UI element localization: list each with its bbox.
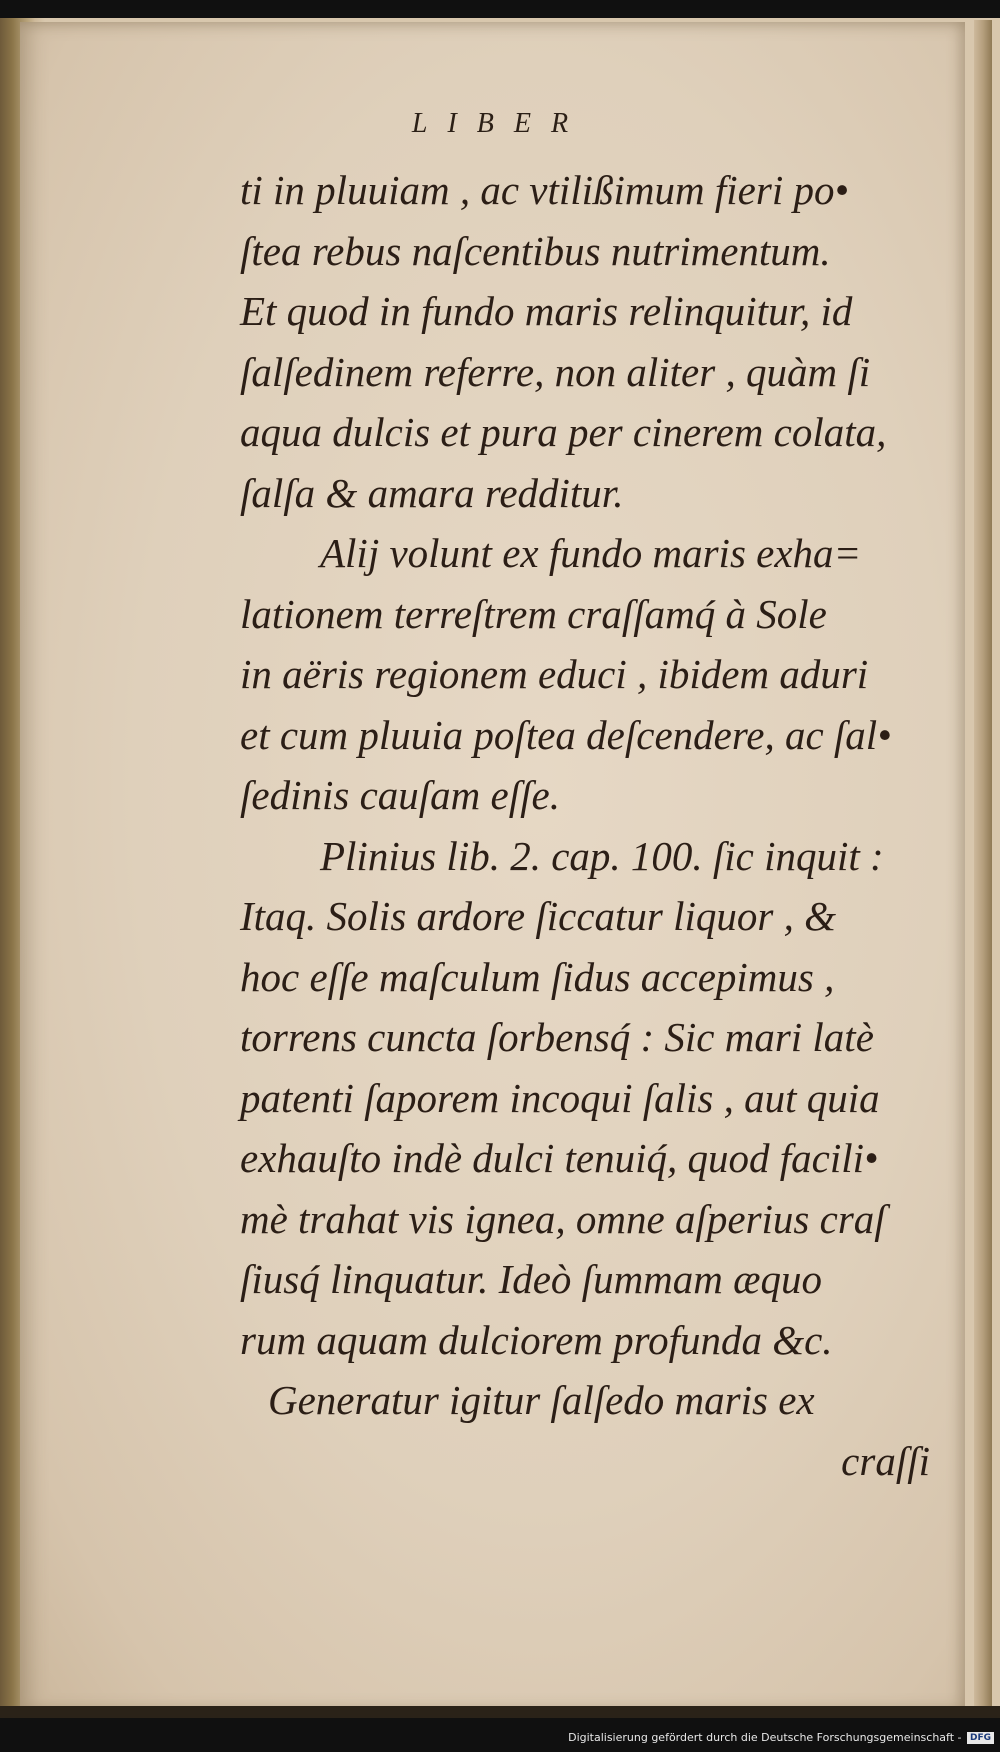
text-line: Alij volunt ex fundo maris exha= [320, 530, 862, 576]
credit-text: Digitalisierung gefördert durch die Deutsche Forschungsgemeinschaft - [568, 1731, 962, 1744]
text-line: ſalſedinem referre, non aliter , quàm ſi [240, 348, 871, 395]
text-line: hoc eſſe maſculum ſidus accepimus , [240, 953, 835, 1000]
text-line: exhauſto indè dulci tenuiq́, quod facili• [240, 1135, 879, 1181]
text-line: rum aquam dulciorem profunda &c. [240, 1316, 833, 1363]
text-line: Generatur igitur ſalſedo maris ex [268, 1377, 815, 1423]
text-line: ſtea rebus naſcentibus nutrimentum. [240, 227, 831, 274]
text-line: aqua dulcis et pura per cinerem colata, [240, 409, 887, 455]
text-line: Plinius lib. 2. cap. 100. ſic inquit : [320, 832, 884, 879]
text-line: et cum pluuia poſtea deſcendere, ac ſal• [240, 711, 892, 758]
text-line: mè trahat vis ignea, omne aſperius craſ [240, 1195, 886, 1242]
catchword: craſſi [841, 1437, 930, 1484]
bottom-edge [0, 1706, 1000, 1718]
running-head: LIBER [411, 108, 589, 139]
text-line: in aëris regionem educi , ibidem aduri [240, 651, 869, 697]
text-line: torrens cuncta ſorbensq́ : Sic mari latè [240, 1014, 874, 1060]
text-line: Itaq. Solis ardore ſiccatur liquor , & [240, 893, 837, 939]
text-line: Et quod in fundo maris relinquitur, id [240, 288, 853, 334]
text-line: patenti ſaporem incoqui ſalis , aut quia [240, 1074, 880, 1121]
dfg-logo: DFG [967, 1732, 994, 1744]
text-line: ſedinis cauſam eſſe. [240, 772, 560, 818]
text-line: ſiusq́ linquatur. Ideò ſummam æquo [240, 1256, 822, 1302]
text-line: ſalſa & amara redditur. [240, 469, 624, 516]
digitization-credit [0, 1731, 994, 1744]
page-text [240, 160, 940, 1491]
page-edge [974, 20, 992, 1714]
text-line: ti in pluuiam , ac vtilißimum fieri po• [240, 167, 849, 213]
text-line: lationem terreſtrem craſſamq́ à Sole [240, 590, 827, 637]
